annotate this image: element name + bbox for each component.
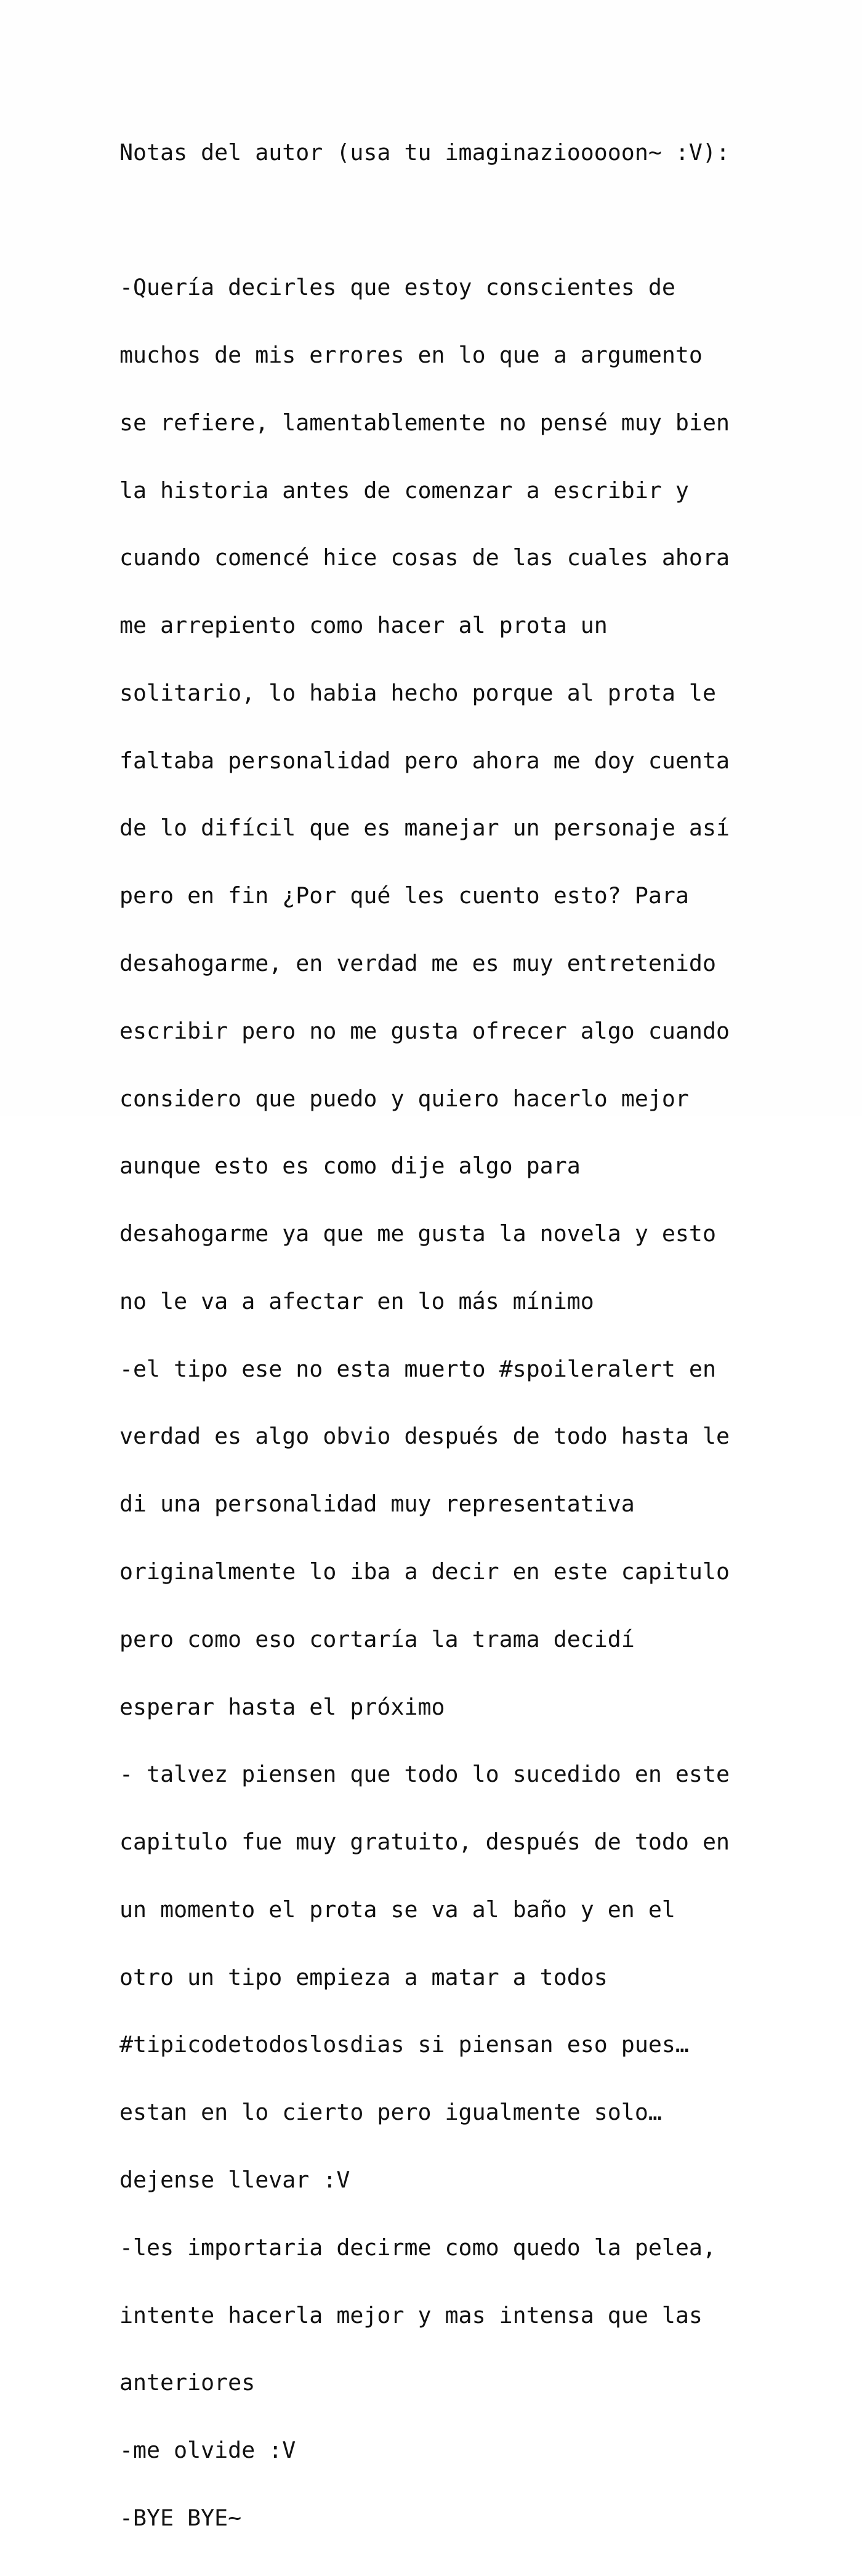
text-line: anteriores (119, 2369, 256, 2396)
text-line: esperar hasta el próximo (119, 1693, 445, 1720)
text-line: cuando comencé hice cosas de las cuales ahora (119, 544, 730, 571)
text-line: me arrepiento como hacer al prota un (119, 612, 608, 639)
text-line: intente hacerla mejor y mas intensa que las (119, 2301, 703, 2328)
text-line: di una personalidad muy representativa (119, 1491, 635, 1518)
text-line: originalmente lo iba a decir en este capitulo (119, 1558, 730, 1585)
text-line: #tipicodetodoslosdias si piensan eso pues… (119, 2031, 689, 2058)
text-line: verdad es algo obvio después de todo hasta le (119, 1423, 730, 1450)
text-line: se refiere, lamentablemente no pensé muy bien (119, 409, 730, 436)
text-line: -BYE BYE~ (119, 2504, 242, 2531)
text-line: capitulo fue muy gratuito, después de todo en (119, 1829, 730, 1856)
text-line: dejense llevar :V (119, 2167, 350, 2194)
text-line: estan en lo cierto pero igualmente solo… (119, 2099, 662, 2126)
text-line: de lo difícil que es manejar un personaje así (119, 815, 730, 842)
blank-line (119, 209, 828, 231)
text-line: muchos de mis errores en lo que a argumento (119, 341, 703, 368)
text-line: la historia antes de comenzar a escribir y (119, 477, 689, 504)
text-line: desahogarme ya que me gusta la novela y esto (119, 1220, 716, 1247)
text-line: aunque esto es como dije algo para (119, 1153, 581, 1180)
text-line: -el tipo ese no esta muerto #spoileralert en (119, 1355, 716, 1382)
text-line: escribir pero no me gusta ofrecer algo cuando (119, 1017, 730, 1044)
text-line: un momento el prota se va al baño y en el (119, 1896, 675, 1923)
text-line: solitario, lo habia hecho porque al prota le (119, 679, 716, 706)
text-line: otro un tipo empieza a matar a todos (119, 1963, 608, 1990)
text-line: - talvez piensen que todo lo sucedido en este (119, 1761, 730, 1788)
text-line: pero en fin ¿Por qué les cuento esto? Para (119, 882, 689, 909)
text-line: -me olvide :V (119, 2437, 296, 2464)
author-notes (119, 97, 828, 2575)
text-line: -les importaria decirme como quedo la pelea, (119, 2234, 716, 2261)
text-line: desahogarme, en verdad me es muy entretenido (119, 949, 716, 976)
notes-title: Notas del autor (usa tu imaginaziooooon~ :V): (119, 139, 730, 166)
text-line: faltaba personalidad pero ahora me doy cuenta (119, 747, 730, 774)
text-line: -Quería decirles que estoy conscientes de (119, 274, 675, 301)
text-line: no le va a afectar en lo más mínimo (119, 1287, 594, 1314)
text-line: considero que puedo y quiero hacerlo mejor (119, 1085, 689, 1112)
text-line: pero como eso cortaría la trama decidí (119, 1625, 635, 1652)
